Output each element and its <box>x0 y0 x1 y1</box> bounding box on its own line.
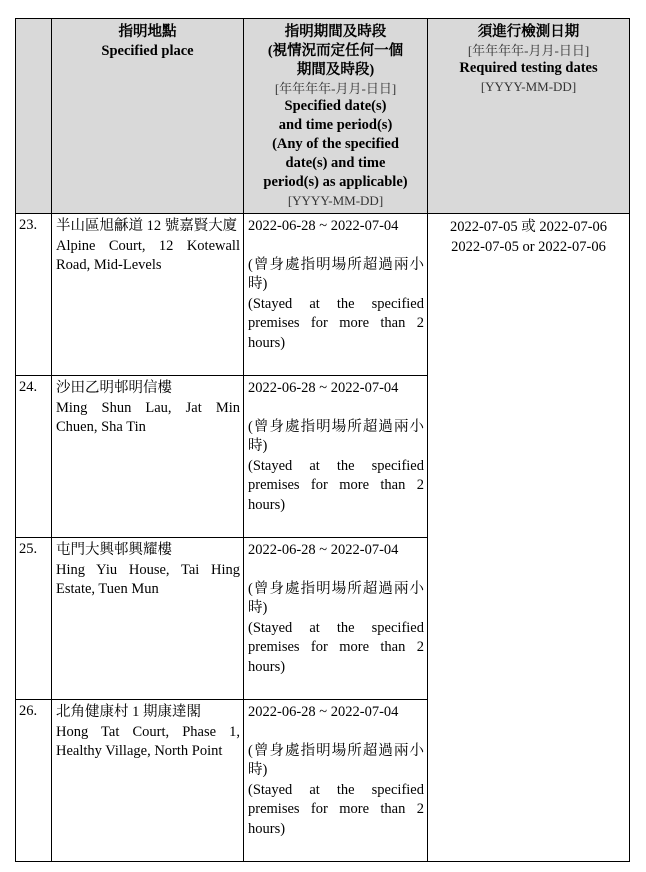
row-number: 23. <box>16 214 52 376</box>
period-cell <box>244 538 428 700</box>
header-test-format-zh: [年年年年-月月-日日] <box>467 43 590 58</box>
place-cell <box>52 214 244 376</box>
place-cell <box>52 700 244 862</box>
place-en: Hing Yiu House, Tai Hing Estate, Tuen Mun <box>56 561 240 597</box>
header-row <box>16 19 630 214</box>
header-period-zh-3: 期間及時段) <box>296 62 375 78</box>
place-zh: 北角健康村 1 期康達閣 <box>56 704 201 720</box>
period-note-zh: (曾身處指明場所超過兩小時) <box>248 256 424 292</box>
header-period-en-5: period(s) as applicable) <box>263 174 408 190</box>
period-note-zh: (曾身處指明場所超過兩小時) <box>248 742 424 778</box>
row-number: 26. <box>16 700 52 862</box>
header-test-en: Required testing dates <box>459 60 598 76</box>
place-en: Ming Shun Lau, Jat Min Chuen, Sha Tin <box>56 399 240 435</box>
header-period-format-en: [YYYY-MM-DD] <box>287 193 384 208</box>
place-cell <box>52 376 244 538</box>
testing-dates-zh: 2022-07-05 或 2022-07-06 <box>449 219 608 235</box>
period-dates: 2022-06-28 ~ 2022-07-04 <box>248 542 399 558</box>
header-period-en-1: Specified date(s) <box>284 98 387 114</box>
header-period-en-4: date(s) and time <box>285 155 386 171</box>
header-period-en-3: (Any of the specified <box>272 136 399 152</box>
period-note-en: (Stayed at the specified premises for more than 2 hours) <box>248 619 424 675</box>
period-dates: 2022-06-28 ~ 2022-07-04 <box>248 380 399 396</box>
period-note-en: (Stayed at the specified premises for more than 2 hours) <box>248 457 424 513</box>
place-zh: 沙田乙明邨明信樓 <box>56 380 172 396</box>
header-number-cell <box>16 19 52 214</box>
period-cell <box>244 700 428 862</box>
place-en: Alpine Court, 12 Kotewall Road, Mid-Levels <box>56 237 240 273</box>
place-en: Hong Tat Court, Phase 1, Healthy Village, North Point <box>56 723 240 759</box>
period-cell <box>244 376 428 538</box>
period-cell <box>244 214 428 376</box>
testing-dates-en: 2022-07-05 or 2022-07-06 <box>451 239 606 255</box>
header-place-zh: 指明地點 <box>118 24 177 40</box>
period-dates: 2022-06-28 ~ 2022-07-04 <box>248 704 399 720</box>
row-number: 24. <box>16 376 52 538</box>
period-note-en: (Stayed at the specified premises for more than 2 hours) <box>248 295 424 351</box>
header-period-format-zh: [年年年年-月月-日日] <box>274 81 397 96</box>
period-dates: 2022-06-28 ~ 2022-07-04 <box>248 218 399 234</box>
table-row <box>16 214 630 376</box>
header-test-cell <box>428 19 630 214</box>
header-period-zh-1: 指明期間及時段 <box>284 24 387 40</box>
place-cell <box>52 538 244 700</box>
period-note-en: (Stayed at the specified premises for more than 2 hours) <box>248 781 424 837</box>
row-number: 25. <box>16 538 52 700</box>
period-note-zh: (曾身處指明場所超過兩小時) <box>248 418 424 454</box>
header-period-cell <box>244 19 428 214</box>
header-test-zh: 須進行檢測日期 <box>477 24 580 40</box>
header-place-en: Specified place <box>101 43 194 59</box>
header-period-zh-2: (視情況而定任何一個 <box>267 43 404 59</box>
place-zh: 屯門大興邨興耀樓 <box>56 542 172 558</box>
header-period-en-2: and time period(s) <box>278 117 393 133</box>
testing-dates-cell <box>428 214 630 862</box>
header-test-format-en: [YYYY-MM-DD] <box>480 79 577 94</box>
place-zh: 半山區旭龢道 12 號嘉賢大廈 <box>56 218 238 234</box>
header-place-cell <box>52 19 244 214</box>
period-note-zh: (曾身處指明場所超過兩小時) <box>248 580 424 616</box>
specified-places-table <box>15 18 630 862</box>
